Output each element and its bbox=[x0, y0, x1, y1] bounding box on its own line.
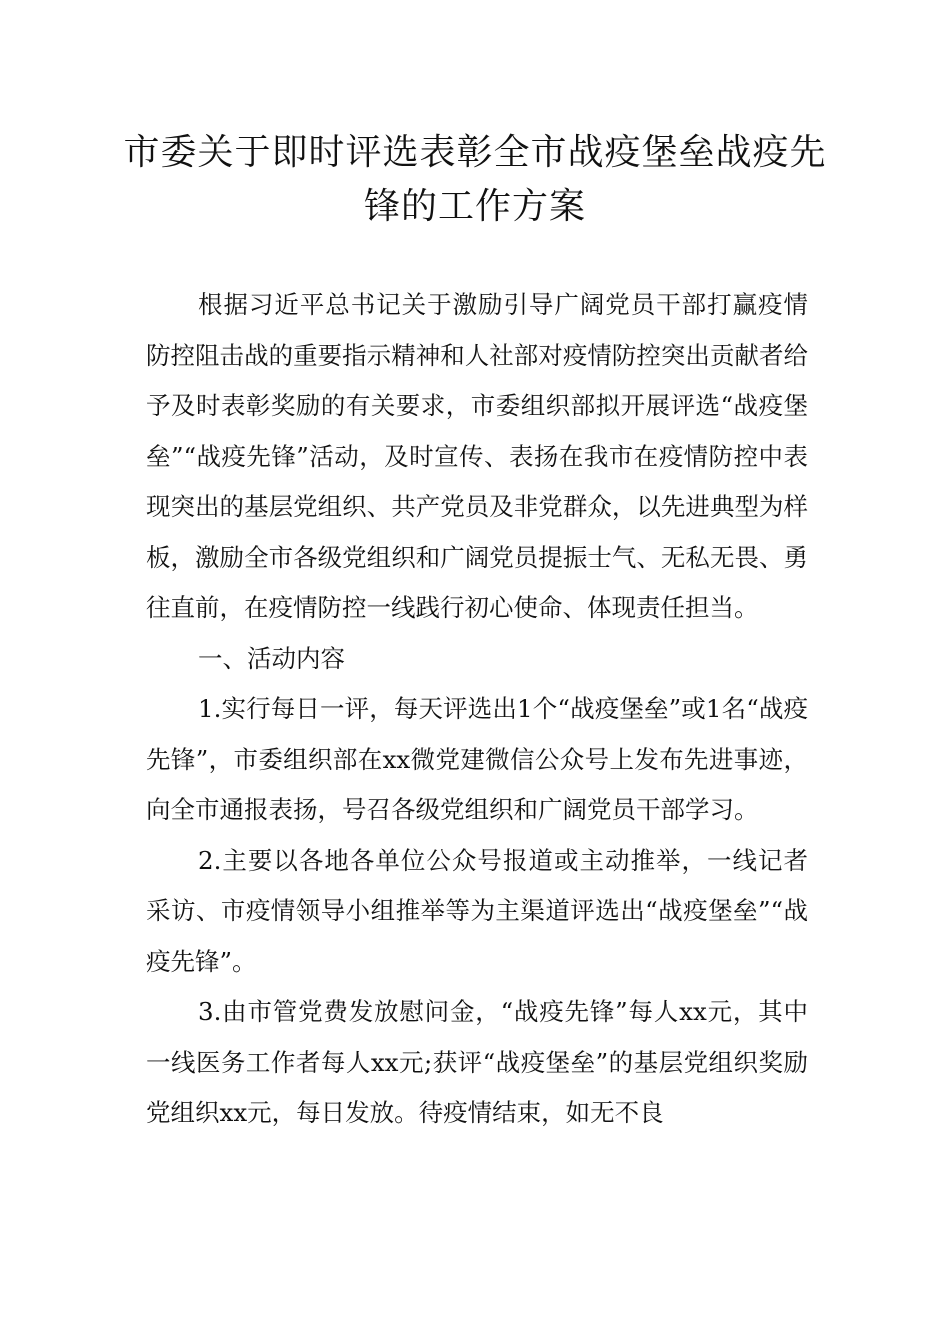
item-paragraph-2: 2.主要以各地各单位公众号报道或主动推举，一线记者采访、市疫情领导小组推举等为主渠道评选出“战疫堡垒”“战疫先锋”。 bbox=[146, 845, 808, 976]
item-paragraph-3: 3.由市管党费发放慰问金，“战疫先锋”每人xx元，其中一线医务工作者每人xx元;获评“战疫堡垒”的基层党组织奖励党组织xx元，每日发放。待疫情结束，如无不良 bbox=[146, 997, 808, 1127]
intro-paragraph: 根据习近平总书记关于激励引导广阔党员干部打赢疫情防控阻击战的重要指示精神和人社部对疫情防控突出贡献者给予及时表彰奖励的有关要求，市委组织部拟开展评选“战疫堡垒”“战疫先锋”活动，及时宣传、表扬在我市在疫情防控中表现突出的基层党组织、共产党员及非党群众，以先进典型为样板，激励全市各级党组织和广阔党员提振士气、无私无畏、勇往直前，在疫情防控一线践行初心使命、体现责任担当。 bbox=[146, 290, 808, 622]
item-paragraph-1: 1.实行每日一评，每天评选出1个“战疫堡垒”或1名“战疫先锋”，市委组织部在xx微党建微信公众号上发布先进事迹，向全市通报表扬，号召各级党组织和广阔党员干部学习。 bbox=[146, 694, 808, 824]
document-title: 市委关于即时评选表彰全市战疫堡垒战疫先锋的工作方案 bbox=[123, 132, 827, 227]
section-heading: 一、活动内容 bbox=[198, 643, 345, 673]
document-body bbox=[146, 280, 808, 1139]
